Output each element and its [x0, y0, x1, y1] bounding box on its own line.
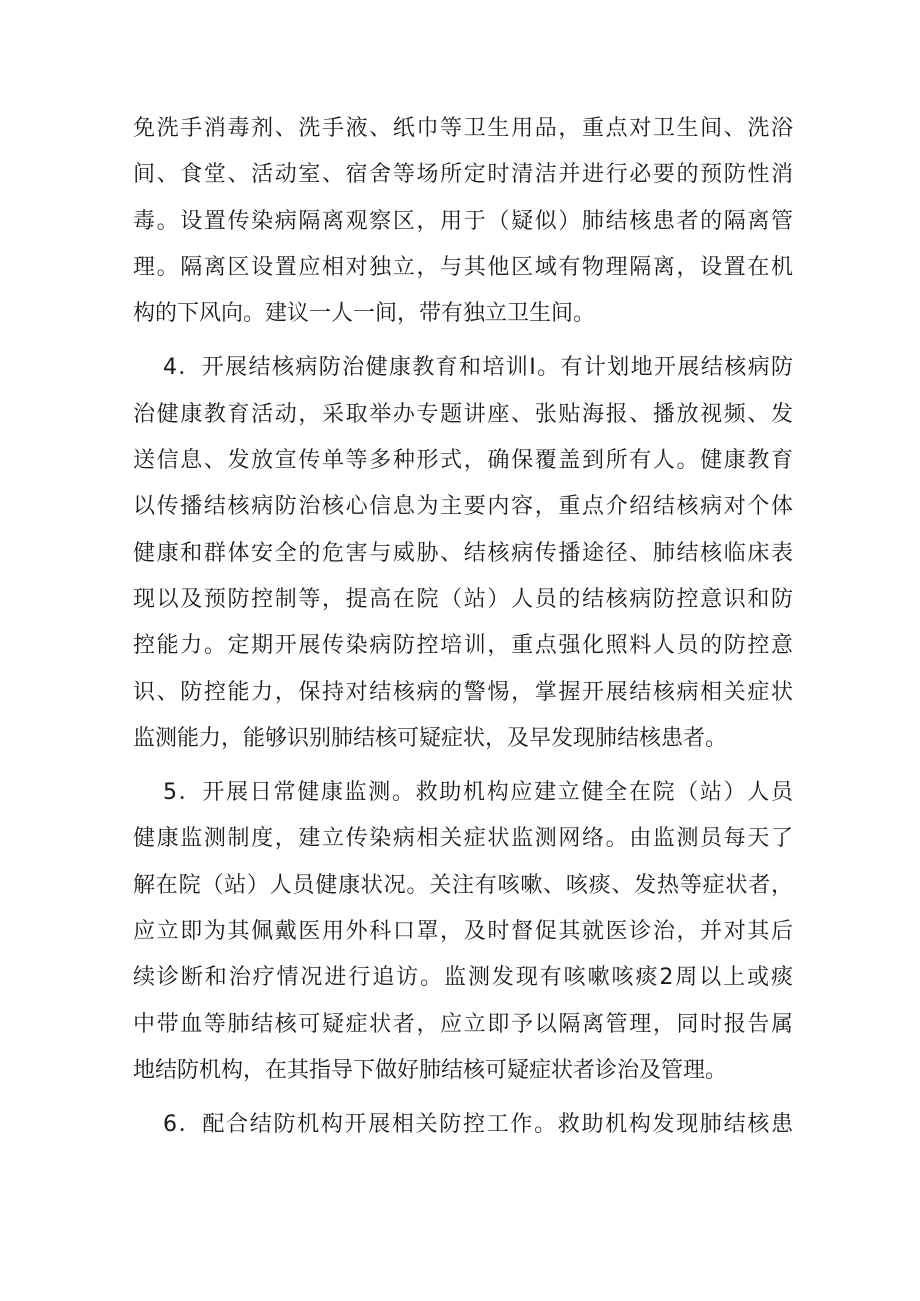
text-line: 健康监测制度，建立传染病相关症状监测网络。由监测员每天了 [133, 826, 793, 852]
text-line: 以传播结核病防治核心信息为主要内容，重点介绍结核病对个体 [133, 494, 793, 520]
text-line: 理。隔离区设置应相对独立，与其他区域有物理隔离，设置在机 [133, 254, 793, 280]
text-line: 监测能力，能够识别肺结核可疑症状，及早发现肺结核患者。 [133, 725, 728, 751]
text-line: 识、防控能力，保持对结核病的警惕，掌握开展结核病相关症状 [133, 679, 793, 705]
text-line: 送信息、发放宣传单等多种形式，确保覆盖到所有人。健康教育 [133, 448, 793, 474]
text-line: 免洗手消毒剂、洗手液、纸巾等卫生用品，重点对卫生间、洗浴 [133, 116, 793, 141]
text-line: 健康和群体安全的危害与威胁、结核病传播途径、肺结核临床表 [133, 540, 793, 566]
text-line: 解在院（站）人员健康状况。关注有咳嗽、咳痰、发热等症状者， [133, 872, 793, 898]
text-line: 现以及预防控制等，提高在院（站）人员的结核病防控意识和防 [133, 586, 793, 612]
text-line: 控能力。定期开展传染病防控培训，重点强化照料人员的防控意 [133, 633, 793, 659]
text-line: 4．开展结核病防治健康教育和培训Ⅰ。有计划地开展结核病防 [163, 355, 793, 381]
text-line: 6．配合结防机构开展相关防控工作。救助机构发现肺结核患 [163, 1112, 793, 1138]
text-line: 治健康教育活动，采取举办专题讲座、张贴海报、播放视频、发 [133, 401, 793, 427]
text-line: 间、食堂、活动室、宿舍等场所定时清洁并进行必要的预防性消 [133, 162, 793, 188]
document-body [133, 106, 793, 1149]
paragraph-health-monitoring [133, 770, 793, 1094]
text-line: 5．开展日常健康监测。救助机构应建立健全在院（站）人员 [163, 780, 793, 806]
text-line: 续诊断和治疗情况进行追访。监测发现有咳嗽咳痰2周以上或痰 [133, 965, 793, 991]
paragraph-cooperation [133, 1102, 793, 1148]
paragraph-health-education [133, 345, 793, 762]
text-line: 地结防机构，在其指导下做好肺结核可疑症状者诊治及管理。 [133, 1057, 728, 1083]
text-line: 中带血等肺结核可疑症状者，应立即予以隔离管理，同时报告属 [133, 1011, 793, 1037]
text-line: 毒。设置传染病隔离观察区，用于（疑似）肺结核患者的隔离管 [133, 208, 793, 234]
text-line: 应立即为其佩戴医用外科口罩，及时督促其就医诊治，并对其后 [133, 919, 793, 945]
paragraph-hygiene-isolation [133, 106, 793, 337]
text-line: 构的下风向。建议一人一间，带有独立卫生间。 [133, 301, 596, 327]
